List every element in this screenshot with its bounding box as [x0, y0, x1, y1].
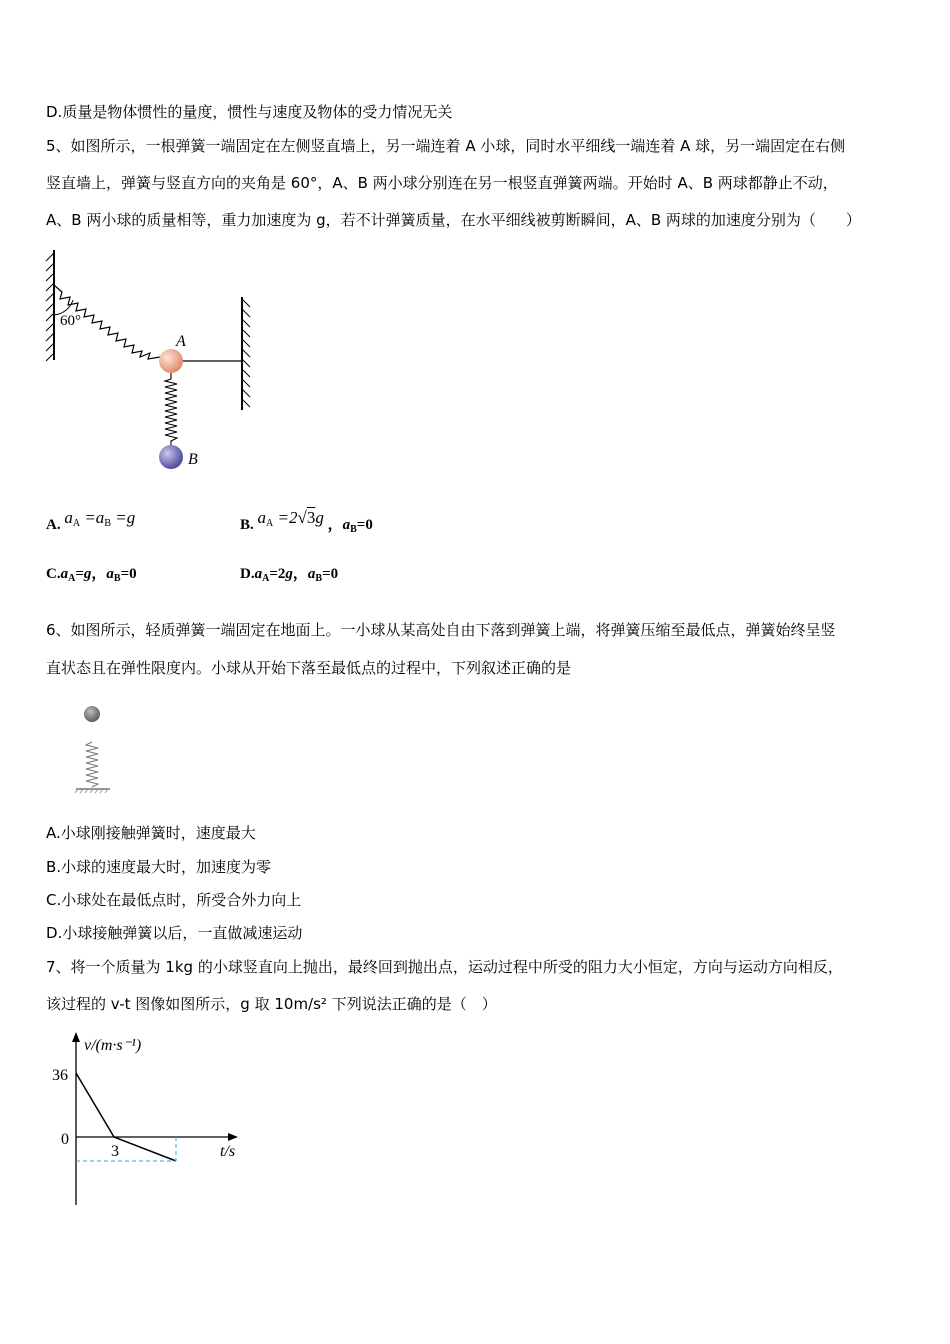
question-5-line-2: 竖直墙上，弹簧与竖直方向的夹角是 60°，A、B 两小球分别连在另一根竖直弹簧两端。开始时 A、B 两球都静止不动， [46, 174, 838, 192]
figure-q5-spring-balls [40, 245, 270, 475]
y-axis-label: v/(m·s⁻¹) [84, 1037, 142, 1054]
question-7-line-1: 7、将一个质量为 1kg 的小球竖直向上抛出，最终回到抛出点，运动过程中所受的阻力大小恒定，方向与运动方向相反， [46, 958, 843, 976]
q6-option-c: C.小球处在最低点时，所受合外力向上 [46, 891, 302, 909]
q5-option-b-label: B. [240, 517, 254, 533]
vt-curve [76, 1073, 176, 1161]
question-7-line-2: 该过程的 v-t 图像如图所示，g 取 10m/s² 下列说法正确的是（ ） [46, 995, 497, 1013]
q5-option-d: $D.a_A=2g$，$a_B=0$ [240, 566, 339, 584]
y-axis-arrow [72, 1032, 80, 1042]
q5-option-c: $C.a_A=g$，$a_B=0$ [46, 566, 137, 584]
question-6-line-1: 6、如图所示，轻质弹簧一端固定在地面上。一小球从某高处自由下落到弹簧上端，将弹簧压缩至最低点，弹簧始终呈竖 [46, 621, 836, 639]
x-axis-label: t/s [220, 1143, 236, 1160]
angle-label: 60° [60, 313, 81, 329]
figure-q7-vt-graph [44, 1030, 264, 1210]
ball-a-label: A [176, 333, 186, 350]
q5-option-b-tail: ，$a_B=0$ [327, 517, 373, 535]
q5-option-b-formula: $a_A =2√3g$ [257, 508, 324, 529]
x-tick-3: 3 [111, 1143, 119, 1160]
question-5-line-1: 5、如图所示，一根弹簧一端固定在左侧竖直墙上，另一端连着 A 小球，同时水平细线一端连着 A 球，另一端固定在右侧 [46, 137, 846, 155]
left-wall-hatch [46, 253, 54, 361]
q6-option-b: B.小球的速度最大时，加速度为零 [46, 858, 272, 876]
q5-option-a-label: A. [46, 517, 61, 533]
figure-q6-ball-spring [70, 700, 120, 800]
q6-option-d: D.小球接触弹簧以后，一直做减速运动 [46, 924, 303, 942]
question-6-line-2: 直状态且在弹性限度内。小球从开始下落至最低点的过程中，下列叙述正确的是 [46, 659, 572, 677]
q6-option-a: A.小球刚接触弹簧时，速度最大 [46, 824, 256, 842]
option-d-previous: D.质量是物体惯性的量度，惯性与速度及物体的受力情况无关 [46, 103, 453, 121]
falling-ball [84, 706, 100, 722]
q5-option-b [240, 508, 373, 535]
ground-spring [86, 742, 98, 787]
question-5-line-3: A、B 两小球的质量相等，重力加速度为 g，若不计弹簧质量，在水平细线被剪断瞬间，A、B 两球的加速度分别为（ ） [46, 211, 861, 229]
ball-a [159, 349, 183, 373]
ball-b-label: B [188, 451, 198, 468]
x-axis-arrow [228, 1133, 238, 1141]
right-wall-hatch [242, 299, 250, 407]
q5-option-a-formula: $a_A =a_B =g$ [64, 508, 136, 529]
vertical-spring [165, 373, 177, 446]
y-tick-36: 36 [52, 1067, 68, 1084]
origin-label: 0 [61, 1131, 69, 1148]
ball-b [159, 445, 183, 469]
q5-option-a [46, 508, 135, 534]
